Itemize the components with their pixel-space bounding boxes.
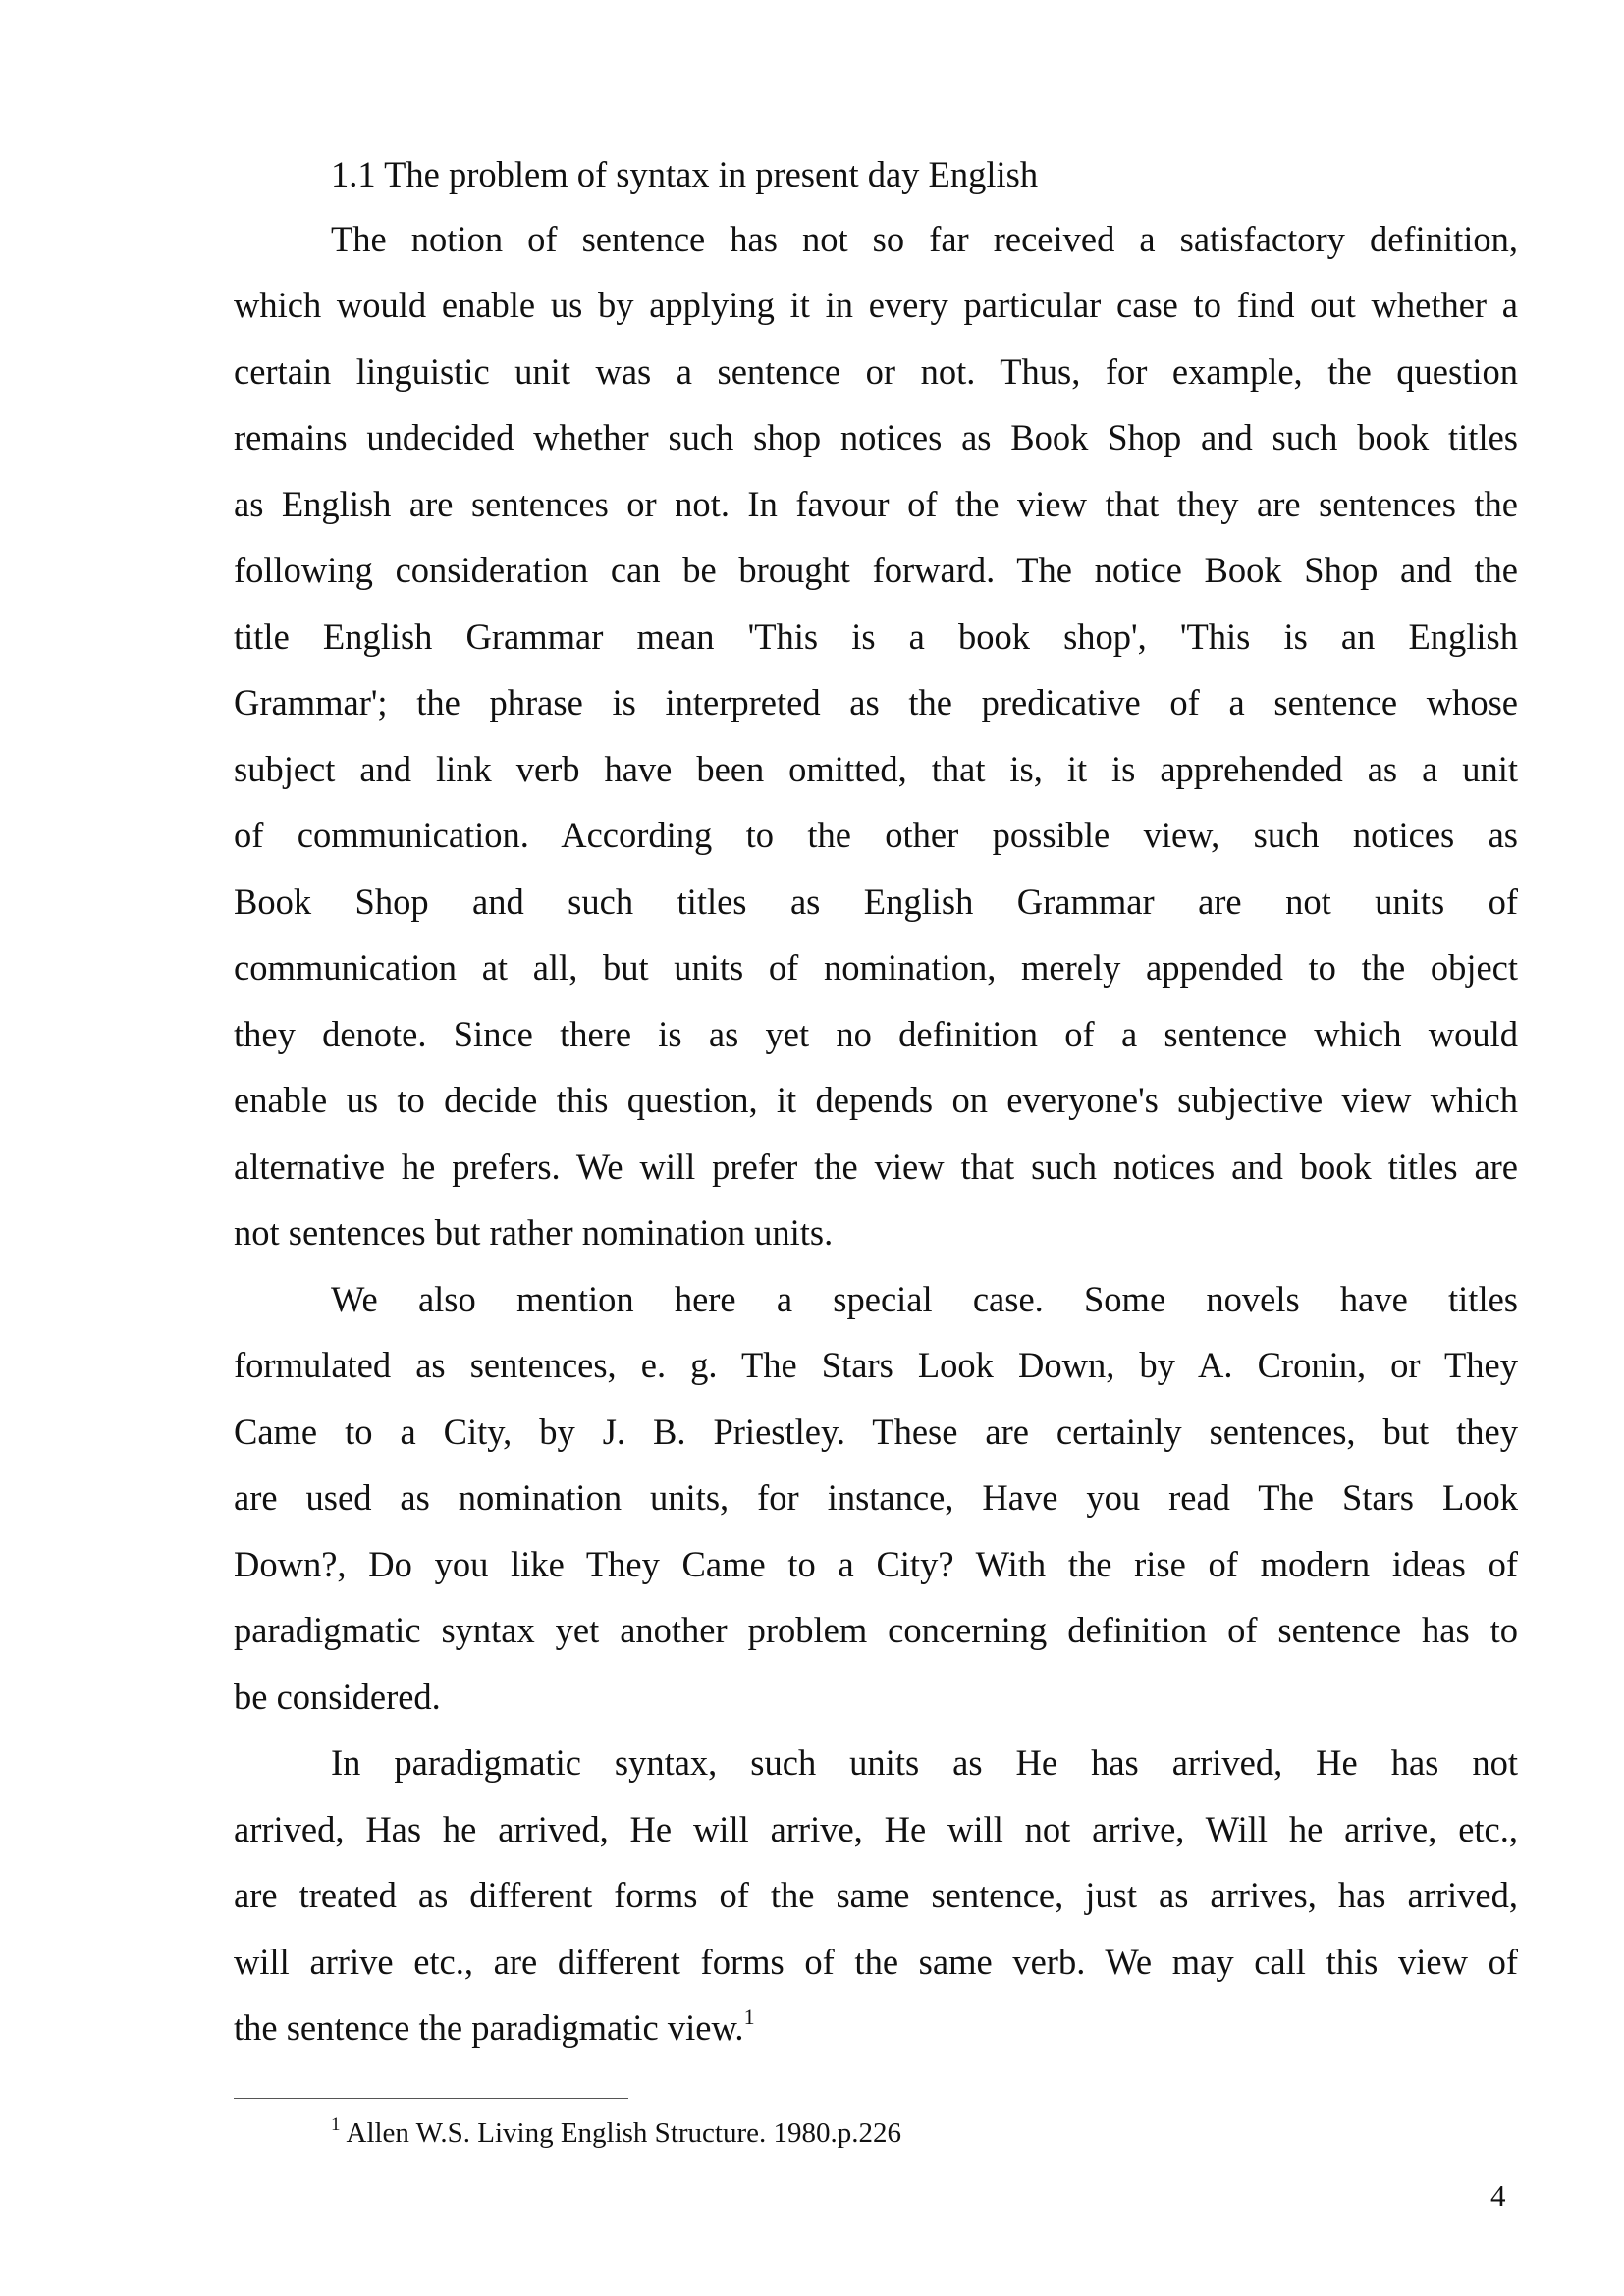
paragraph-2-line-4: are used as nomination units, for instance, Have you read The Stars Look [234,1477,1518,1518]
paragraph-1-line-4: remains undecided whether such shop notices as Book Shop and such book titles [234,417,1518,457]
paragraph-1-line-7: title English Grammar mean 'This is a book shop', 'This is an English [234,616,1518,657]
footnote-marker: 1 [331,2114,341,2135]
paragraph-1-line-13: they denote. Since there is as yet no definition of a sentence which would [234,1014,1518,1054]
paragraph-1-line-6: following consideration can be brought forward. The notice Book Shop and the [234,550,1518,590]
page-number: 4 [1490,2178,1506,2213]
paragraph-1-line-9: subject and link verb have been omitted, that is, it is apprehended as a unit [234,749,1518,789]
paragraph-2-line-7: be considered. [234,1677,441,1717]
paragraph-1-line-3: certain linguistic unit was a sentence or not. Thus, for example, the question [234,351,1518,392]
paragraph-2-line-2: formulated as sentences, e. g. The Stars Look Down, by A. Cronin, or They [234,1345,1518,1385]
footnote-separator [234,2098,628,2099]
paragraph-3-line-5-text: the sentence the paradigmatic view. [234,2007,744,2048]
paragraph-2-line-1: We also mention here a special case. Some novels have titles [331,1279,1518,1319]
paragraph-2-line-3: Came to a City, by J. B. Priestley. These are certainly sentences, but they [234,1412,1518,1452]
paragraph-1-line-5: as English are sentences or not. In favour of the view that they are sentences the [234,484,1518,524]
paragraph-1-line-12: communication at all, but units of nomination, merely appended to the object [234,947,1518,988]
paragraph-1-line-10: of communication. According to the other possible view, such notices as [234,815,1518,855]
paragraph-1-line-11: Book Shop and such titles as English Grammar are not units of [234,881,1518,922]
section-heading: 1.1 The problem of syntax in present day English [331,154,1039,194]
paragraph-1-line-14: enable us to decide this question, it depends on everyone's subjective view which [234,1080,1518,1120]
paragraph-1-line-1: The notion of sentence has not so far received a satisfactory definition, [331,219,1518,259]
paragraph-3-line-3: are treated as different forms of the same sentence, just as arrives, has arrived, [234,1875,1518,1915]
paragraph-3-line-5 [234,2003,1518,2053]
paragraph-2-line-5: Down?, Do you like They Came to a City? With the rise of modern ideas of [234,1544,1518,1584]
paragraph-3-line-4: will arrive etc., are different forms of the same verb. We may call this view of [234,1942,1518,1982]
paragraph-3-line-2: arrived, Has he arrived, He will arrive, He will not arrive, Will he arrive, etc., [234,1809,1518,1849]
footnote-reference[interactable]: 1 [743,2004,755,2029]
paragraph-1-line-8: Grammar'; the phrase is interpreted as the predicative of a sentence whose [234,682,1518,722]
footnote [331,2113,901,2157]
paragraph-1-line-16: not sentences but rather nomination units. [234,1212,834,1253]
paragraph-1-line-2: which would enable us by applying it in every particular case to find out whether a [234,285,1518,325]
footnote-text: Allen W.S. Living English Structure. 1980.p.226 [346,2117,901,2149]
paragraph-2-line-6: paradigmatic syntax yet another problem concerning definition of sentence has to [234,1610,1518,1650]
paragraph-1-line-15: alternative he prefers. We will prefer the view that such notices and book titles are [234,1147,1518,1187]
paragraph-3-line-1: In paradigmatic syntax, such units as He has arrived, He has not [331,1742,1518,1783]
